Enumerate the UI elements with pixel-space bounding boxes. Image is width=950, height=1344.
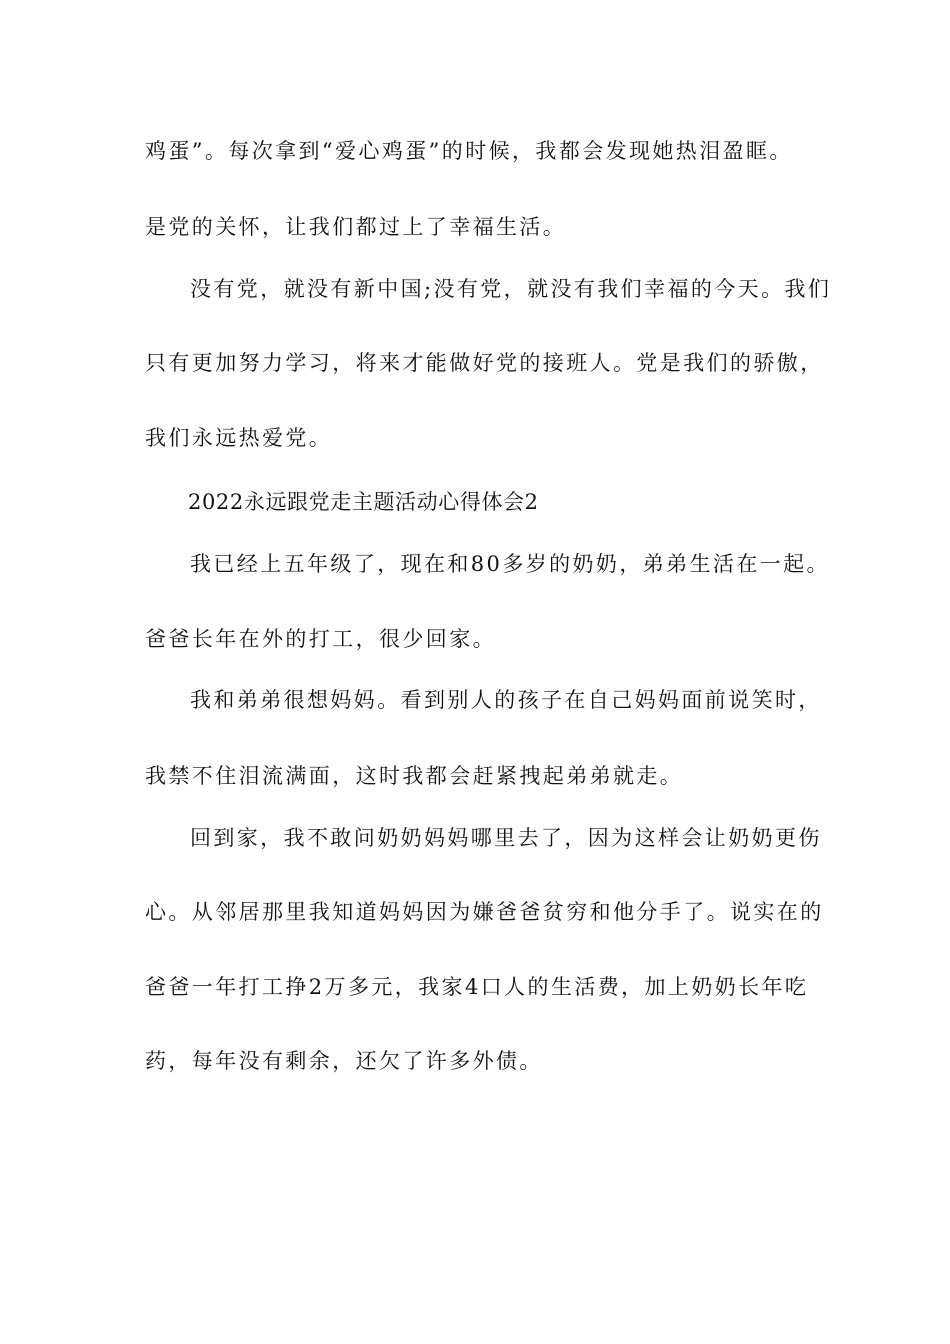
text-line-1: 鸡蛋”。每次拿到“爱心鸡蛋”的时候，我都会发现她热泪盈眶。	[145, 139, 793, 163]
text-line-8: 爸爸长年在外的打工，很少回家。	[145, 627, 496, 651]
paragraph-start-line-3: 没有党，就没有新中国;没有党，就没有我们幸福的今天。我们	[190, 277, 832, 301]
text-line-13: 爸爸一年打工挣2万多元，我家4口人的生活费，加上奶奶长年吃	[145, 975, 809, 999]
text-line-5: 我们永远热爱党。	[145, 426, 333, 450]
text-line-14: 药，每年没有剩余，还欠了许多外债。	[145, 1049, 543, 1073]
text-line-2: 是党的关怀，让我们都过上了幸福生活。	[145, 215, 567, 239]
section-heading: 2022永远跟党走主题活动心得体会2	[188, 490, 539, 514]
text-line-10: 我禁不住泪流满面，这时我都会赶紧拽起弟弟就走。	[145, 764, 684, 788]
paragraph-start-line-7: 我已经上五年级了，现在和80多岁的奶奶，弟弟生活在一起。	[190, 552, 830, 576]
paragraph-start-line-11: 回到家，我不敢问奶奶妈妈哪里去了，因为这样会让奶奶更伤	[190, 826, 822, 850]
text-line-12: 心。从邻居那里我知道妈妈因为嫌爸爸贫穷和他分手了。说实在的	[145, 900, 824, 924]
paragraph-start-line-9: 我和弟弟很想妈妈。看到别人的孩子在自己妈妈面前说笑时，	[190, 688, 822, 712]
text-line-4: 只有更加努力学习，将来才能做好党的接班人。党是我们的骄傲，	[145, 351, 824, 375]
